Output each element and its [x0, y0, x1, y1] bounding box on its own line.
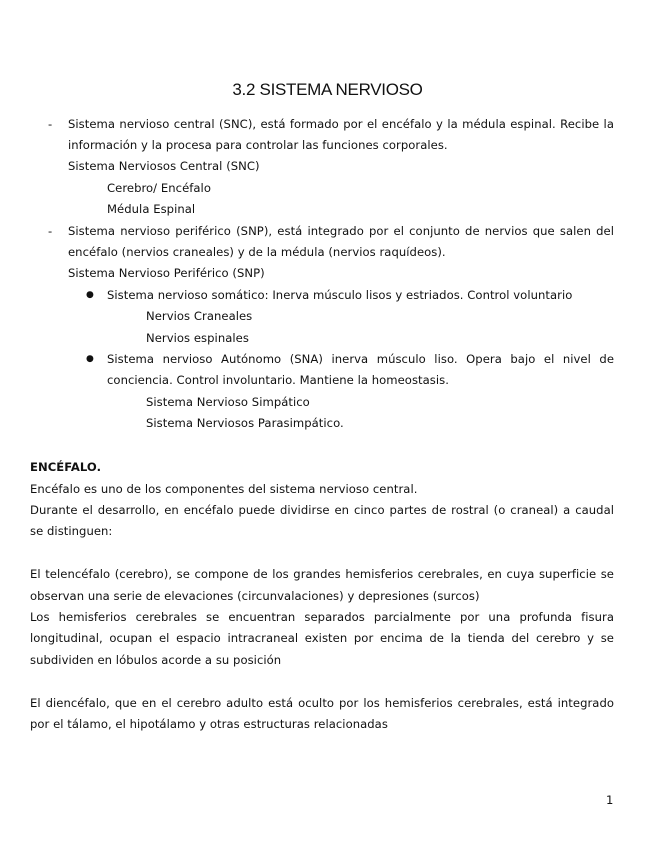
snc-item-brain: Cerebro/ Encéfalo: [107, 181, 211, 195]
snp-text-line-1: Sistema nervioso periférico (SNP), está integrado por el conjunto de nervios que salen del: [68, 224, 614, 238]
snp-autonomic-item-parasympathetic: Sistema Nerviosos Parasimpático.: [146, 416, 344, 430]
snp-autonomic-text-line-2: conciencia. Control involuntario. Mantiene la homeostasis.: [107, 373, 449, 387]
encefalo-paragraph-3-line-1: El telencéfalo (cerebro), se compone de los grandes hemisferios cerebrales, en cuya superficie se: [30, 567, 614, 581]
encefalo-paragraph-4-line-1: Los hemisferios cerebrales se encuentran separados parcialmente por una profunda fisura: [30, 610, 614, 624]
encefalo-paragraph-1: Encéfalo es uno de los componentes del sistema nervioso central.: [30, 482, 418, 496]
encefalo-paragraph-3-line-2: observan una serie de elevaciones (circunvalaciones) y depresiones (surcos): [30, 589, 480, 603]
encefalo-paragraph-5-line-1: El diencéfalo, que en el cerebro adulto está oculto por los hemisferios cerebrales, está integrado: [30, 696, 614, 710]
encefalo-paragraph-2-line-2: se distinguen:: [30, 524, 113, 538]
snp-text-line-2: encéfalo (nervios craneales) y de la médula (nervios raquídeos).: [68, 245, 446, 259]
dash-bullet: -: [48, 224, 53, 238]
snc-text-line-2: información y la procesa para controlar las funciones corporales.: [68, 138, 448, 152]
encefalo-paragraph-2-line-1: Durante el desarrollo, en encéfalo puede dividirse en cinco partes de rostral (o craneal) a caudal: [30, 503, 614, 517]
page-title: 3.2 SISTEMA NERVIOSO: [232, 80, 423, 99]
encefalo-paragraph-5-line-2: por el tálamo, el hipotálamo y otras estructuras relacionadas: [30, 717, 388, 731]
section-heading-encefalo: ENCÉFALO.: [30, 460, 102, 474]
snp-autonomic-text-line-1: Sistema nervioso Autónomo (SNA) inerva músculo liso. Opera bajo el nivel de: [107, 352, 614, 366]
encefalo-paragraph-4-line-2: longitudinal, ocupan el espacio intracraneal existen por encima de la tienda del cerebro y se: [30, 631, 614, 645]
encefalo-paragraph-4-line-3: subdividen en lóbulos acorde a su posición: [30, 653, 282, 667]
snp-subtitle: Sistema Nervioso Periférico (SNP): [68, 266, 265, 280]
snp-somatic-item-cranial: Nervios Craneales: [146, 309, 253, 323]
snp-somatic-text: Sistema nervioso somático: Inerva músculo lisos y estriados. Control voluntario: [107, 288, 573, 302]
snc-item-spinal-cord: Médula Espinal: [107, 202, 196, 216]
page-number: 1: [606, 793, 614, 807]
snc-subtitle: Sistema Nerviosos Central (SNC): [68, 159, 260, 173]
snc-text-line-1: Sistema nervioso central (SNC), está formado por el encéfalo y la médula espinal. Recibe la: [68, 117, 614, 131]
snp-somatic-item-spinal: Nervios espinales: [146, 331, 249, 345]
dash-bullet: -: [48, 117, 53, 131]
dot-bullet: ●: [86, 354, 94, 364]
snp-autonomic-item-sympathetic: Sistema Nervioso Simpático: [146, 395, 310, 409]
dot-bullet: ●: [86, 290, 94, 300]
